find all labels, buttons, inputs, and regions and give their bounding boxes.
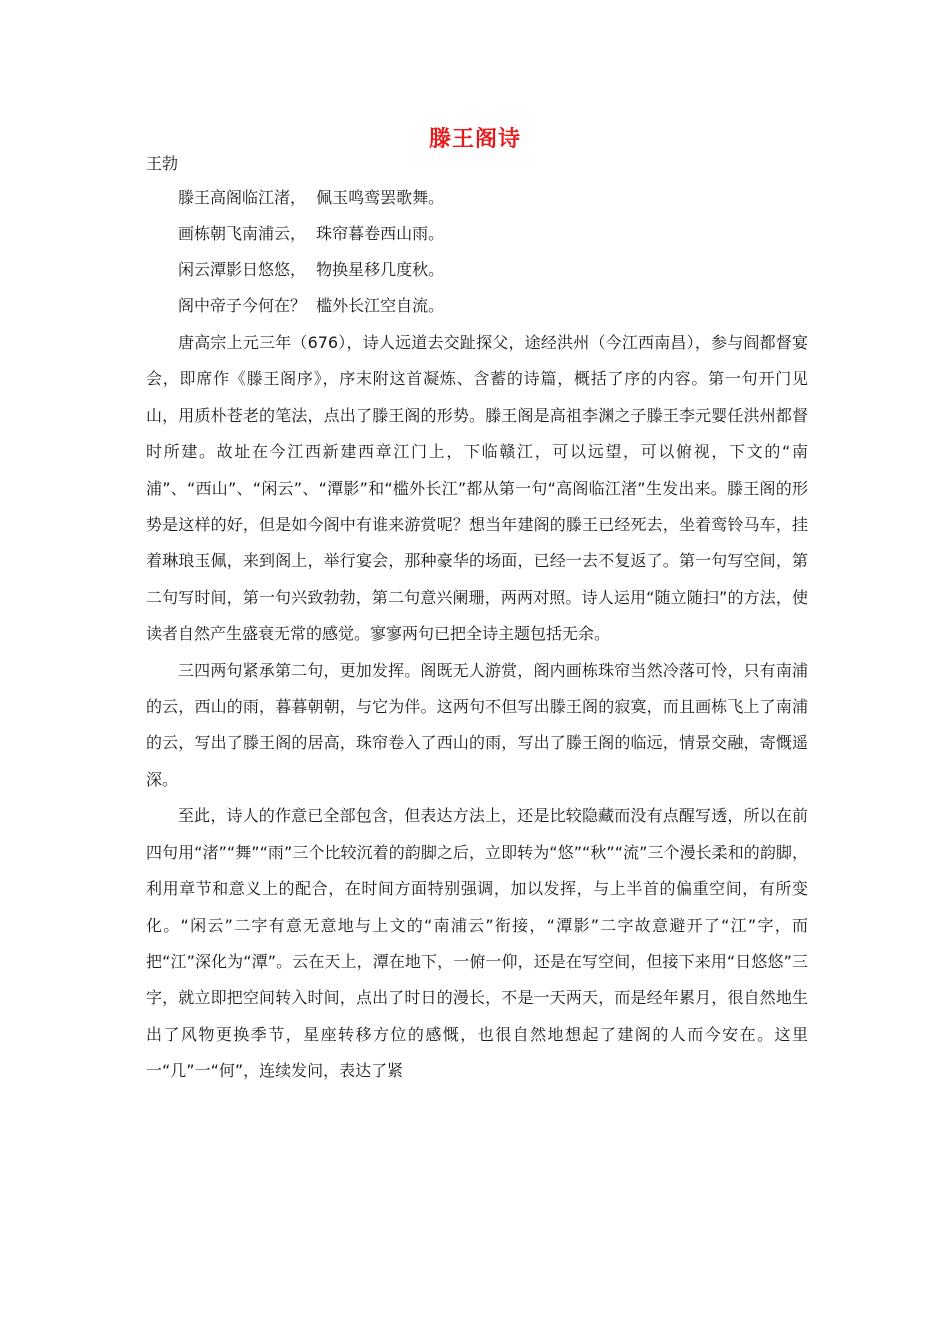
poem-line-1: 滕王高阁临江渚， 佩玉鸣鸾罢歌舞。: [178, 188, 445, 207]
commentary-paragraph-1: 唐高宗上元三年（676），诗人远道去交趾探父，途经洪州（今江西南昌），参与阎都督宴会，即席作《滕王阁序》，序末附这首凝炼、含蓄的诗篇，概括了序的内容。第一句开门见山，用质朴苍老的笔法，点出了滕王阁的形势。滕王阁是高祖李渊之子滕王李元婴任洪州都督时所建。故址在今江西新建西章江门上，下临赣江，可以远望，可以俯视，下文的“南浦”、“西山”、“闲云”、“潭影”和“槛外长江”都从第一句“高阁临江渚”生发出来。滕王阁的形势是这样的好，但是如今阁中有谁来游赏呢？想当年建阁的滕王已经死去，坐着鸾铃马车，挂着琳琅玉佩，来到阁上，举行宴会，那种豪华的场面，已经一去不复返了。第一句写空间，第二句写时间，第一句兴致勃勃，第二句意兴阑珊，两两对照。诗人运用“随立随扫”的方法，使读者自然产生盛衰无常的感觉。寥寥两句已把全诗主题包括无余。: [146, 333, 808, 644]
poem-block: [178, 184, 444, 328]
document-title: 滕王阁诗: [428, 127, 521, 152]
commentary-paragraph-2: 三四两句紧承第二句，更加发挥。阁既无人游赏，阁内画栋珠帘当然冷落可怜，只有南浦的云，西山的雨，暮暮朝朝，与它为伴。这两句不但写出滕王阁的寂寞，而且画栋飞上了南浦的云，写出了滕王阁的居高，珠帘卷入了西山的雨，写出了滕王阁的临远，情景交融，寄慨遥深。: [146, 660, 808, 789]
commentary-paragraph-3: 至此，诗人的作意已全部包含，但表达方法上，还是比较隐藏而没有点醒写透，所以在前四句用“渚”“舞”“雨”三个比较沉着的韵脚之后，立即转为“悠”“秋”“流”三个漫长柔和的韵脚，利用章节和意义上的配合，在时间方面特别强调，加以发挥，与上半首的偏重空间，有所变化。“闲云”二字有意无意地与上文的“南浦云”衔接，“潭影”二字故意避开了“江”字，而把“江”深化为“潭”。云在天上，潭在地下，一俯一仰，还是在写空间，但接下来用“日悠悠”三字，就立即把空间转入时间，点出了时日的漫长，不是一天两天，而是经年累月，很自然地生出了风物更换季节，星座转移方位的感慨，也很自然地想起了建阁的人而今安在。这里一“几”一“何”，连续发问，表达了紧: [146, 806, 808, 1081]
poem-line-4: 阁中帝子今何在？ 槛外长江空自流。: [178, 296, 445, 315]
poem-line-3: 闲云潭影日悠悠， 物换星移几度秋。: [178, 260, 445, 279]
author-name: 王勃: [146, 154, 179, 173]
poem-line-2: 画栋朝飞南浦云， 珠帘暮卷西山雨。: [178, 224, 445, 243]
commentary-body: [146, 325, 808, 1090]
